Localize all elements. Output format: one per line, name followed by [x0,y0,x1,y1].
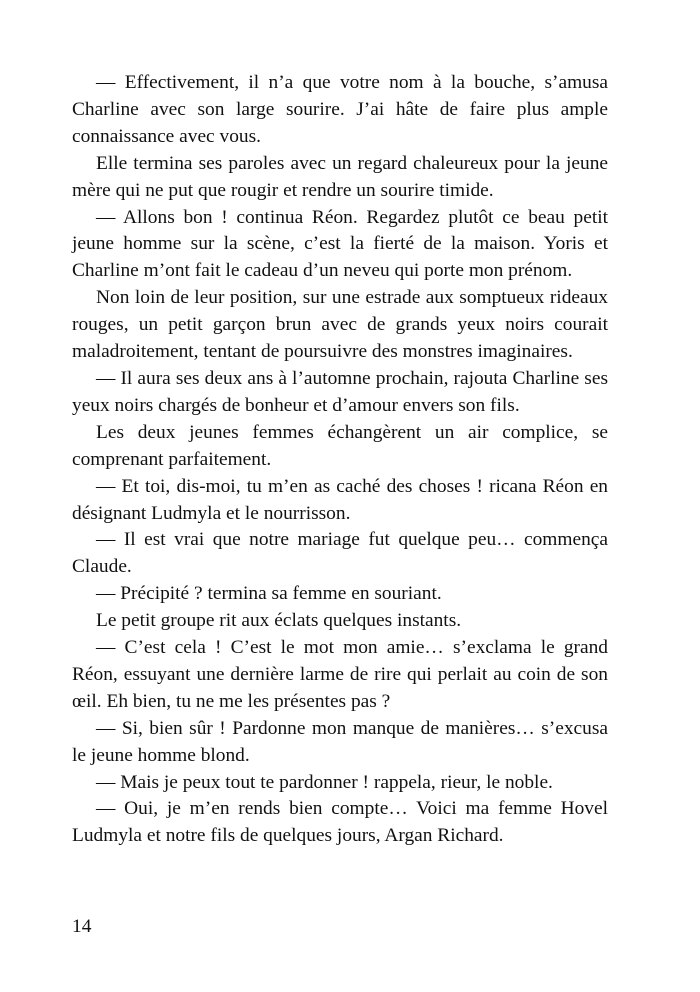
paragraph: Non loin de leur position, sur une estrade aux somptueux rideaux rouges, un petit garçon brun avec de grands yeux noirs courait maladroitement, tentant de poursuivre des monstres imaginaires. [72,287,608,363]
paragraph: Le petit groupe rit aux éclats quelques instants. [96,610,462,632]
paragraph: — C’est cela ! C’est le mot mon amie… s’exclama le grand Réon, essuyant une dernière larme de rire qui perlait au coin de son œil. Eh bien, tu ne me les présentes pas ? [72,637,608,712]
paragraph: — Précipité ? termina sa femme en souriant. [96,583,442,605]
paragraph: — Allons bon ! continua Réon. Regardez plutôt ce beau petit jeune homme sur la scène, c’est la fierté de la maison. Yoris et Charline m’ont fait le cadeau d’un neveu qui porte mon prénom. [72,206,608,282]
paragraph: — Il aura ses deux ans à l’automne prochain, rajouta Charline ses yeux noirs chargés de bonheur et d’amour envers son fils. [72,367,608,416]
paragraph: — Effectivement, il n’a que votre nom à la bouche, s’amusa Charline avec son large sourire. J’ai hâte de faire plus ample connaissance avec vous. [72,72,608,147]
paragraph: Elle termina ses paroles avec un regard chaleureux pour la jeune mère qui ne put que rougir et rendre un sourire timide. [72,152,608,201]
paragraph: — Et toi, dis-moi, tu m’en as caché des choses ! ricana Réon en désignant Ludmyla et le nourrisson. [72,475,608,524]
paragraph: — Oui, je m’en rends bien compte… Voici ma femme Hovel Ludmyla et notre fils de quelques jours, Argan Richard. [72,798,608,847]
page-body [72,70,608,850]
paragraph: — Il est vrai que notre mariage fut quelque peu… commença Claude. [72,529,608,578]
paragraph: Les deux jeunes femmes échangèrent un air complice, se comprenant parfaitement. [72,421,608,470]
paragraph: — Mais je peux tout te pardonner ! rappela, rieur, le noble. [96,771,553,793]
paragraph: — Si, bien sûr ! Pardonne mon manque de manières… s’excusa le jeune homme blond. [72,717,608,766]
page-number: 14 [72,916,92,937]
